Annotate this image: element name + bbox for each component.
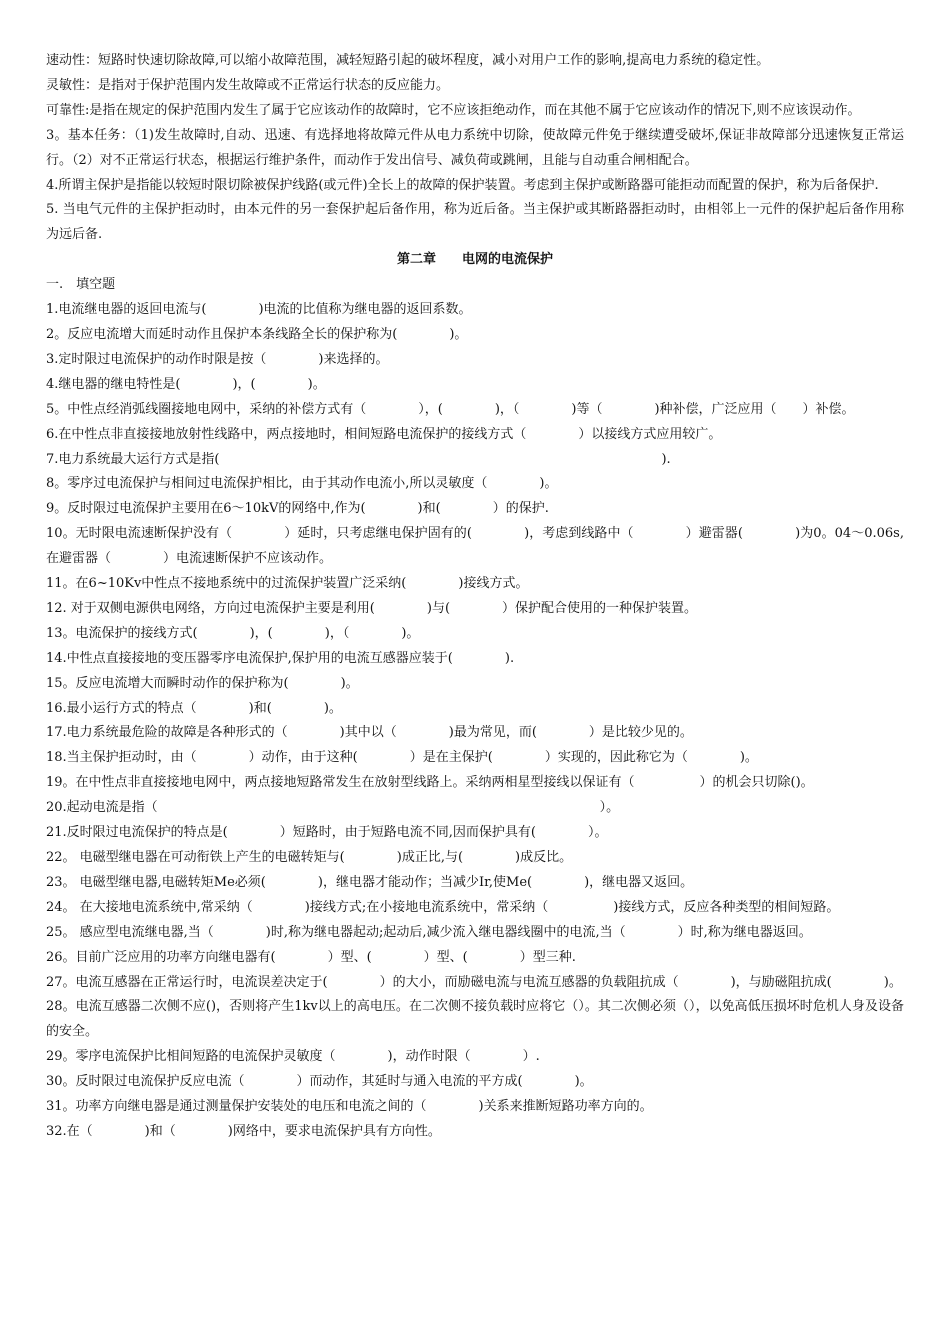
question-item: 16.最小运行方式的特点（ )和( )。 <box>46 700 342 716</box>
question-item: 11。在6~10Kv中性点不接地系统中的过流保护装置广泛采纳( )接线方式。 <box>46 576 529 592</box>
question-item: 22。 电磁型继电器在可动衔铁上产生的电磁转矩与( )成正比,与( )成反比。 <box>46 850 573 865</box>
question-item: 28。电流互感器二次侧不应()，否则将产生1kv以上的高电压。在二次侧不接负载时应将它（）。其二次侧必须（），以免高低压损坏时危机人身及设备的安全。 <box>46 999 904 1040</box>
question-item: 2。反应电流增大而延时动作且保护本条线路全长的保护称为( )。 <box>46 326 468 342</box>
question-item: 25。 感应型电流继电器,当（ )时,称为继电器起动;起动后,减少流入继电器线圈中的电流,当（ ）时,称为继电器返回。 <box>46 924 812 940</box>
question-item: 20.起动电流是指（ ）。 <box>46 800 620 816</box>
question-item: 30。反时限过电流保护反应电流（ ）而动作，其延时与通入电流的平方成( )。 <box>46 1074 593 1090</box>
question-item: 8。零序过电流保护与相间过电流保护相比，由于其动作电流小,所以灵敏度（ )。 <box>46 476 558 492</box>
question-item: 13。电流保护的接线方式( )，( )，（ )。 <box>46 625 420 641</box>
question-item: 6.在中性点非直接接地放射性线路中，两点接地时，相间短路电流保护的接线方式（ ）以接线方式应用较广。 <box>46 426 722 442</box>
intro-paragraph: 速动性：短路时快速切除故障,可以缩小故障范围，减轻短路引起的破坏程度，减小对用户工作的影响,提高电力系统的稳定性。 <box>46 53 770 68</box>
intro-paragraph: 灵敏性：是指对于保护范围内发生故障或不正常运行状态的反应能力。 <box>46 77 450 93</box>
question-item: 29。零序电流保护比相间短路的电流保护灵敏度（ )，动作时限（ ）. <box>46 1049 540 1065</box>
question-item: 4.继电器的继电特性是( )，( )。 <box>46 376 326 392</box>
question-item: 32.在（ )和（ )网络中，要求电流保护具有方向性。 <box>46 1123 441 1139</box>
question-item: 18.当主保护拒动时，由（ ）动作，由于这种( ）是在主保护( ）实现的，因此称它为（ )。 <box>46 750 758 766</box>
question-item: 10。无时限电流速断保护没有（ ）延时，只考虑继电保护固有的( )，考虑到线路中（ ）避雷器( )为0。04～0.06s,在避雷器（ ）电流速断保护不应该动作。 <box>46 526 904 567</box>
intro-paragraph: 3。基本任务：（1)发生故障时,自动、迅速、有选择地将故障元件从电力系统中切除，使故障元件免于继续遭受破坏,保证非故障部分迅速恢复正常运行。（2）对不正常运行状态，根据运行维护条件，而动作于发出信号、减负荷或跳闸，且能与自动重合闸相配合。 <box>46 127 904 168</box>
intro-paragraph: 可靠性:是指在规定的保护范围内发生了属于它应该动作的故障时，它不应该拒绝动作，而在其他不属于它应该动作的情况下,则不应该误动作。 <box>46 102 861 118</box>
chapter-title: 第二章 电网的电流保护 <box>396 252 553 268</box>
question-item: 12. 对于双侧电源供电网络，方向过电流保护主要是利用( )与( ）保护配合使用的一种保护装置。 <box>46 600 698 616</box>
section-title: 一. 填空题 <box>46 277 116 293</box>
question-item: 9。反时限过电流保护主要用在6～10kV的网络中,作为( )和( ）的保护. <box>46 501 549 517</box>
intro-paragraph: 5. 当电气元件的主保护拒动时，由本元件的另一套保护起后备作用，称为近后备。当主保护或其断路器拒动时，由相邻上一元件的保护起后备作用称为远后备. <box>46 202 904 243</box>
question-item: 17.电力系统最危险的故障是各种形式的（ )其中以（ )最为常见，而( ）是比较少见的。 <box>46 725 693 741</box>
question-item: 27。电流互感器在正常运行时，电流误差决定于( ）的大小，而励磁电流与电流互感器的负载阻抗成（ )，与励磁阻抗成( )。 <box>46 974 902 990</box>
question-item: 7.电力系统最大运行方式是指( ). <box>46 451 671 467</box>
intro-paragraph: 4.所谓主保护是指能以较短时限切除被保护线路(或元件)全长上的故障的保护装置。考虑到主保护或断路器可能拒动而配置的保护，称为后备保护. <box>46 177 879 193</box>
question-item: 31。功率方向继电器是通过测量保护安装处的电压和电流之间的（ )关系来推断短路功率方向的。 <box>46 1099 653 1115</box>
question-item: 15。反应电流增大而瞬时动作的保护称为( )。 <box>46 675 359 691</box>
intro-section <box>46 49 904 248</box>
question-item: 26。目前广泛应用的功率方向继电器有( ）型、( ）型、( ）型三种. <box>46 949 576 965</box>
question-item: 21.反时限过电流保护的特点是( ）短路时，由于短路电流不同,因而保护具有( ）。 <box>46 825 608 841</box>
question-item: 23。 电磁型继电器,电磁转矩Me必须( )，继电器才能动作；当减少Ir,使Me( )，继电器又返回。 <box>46 874 694 890</box>
question-item: 24。 在大接地电流系统中,常采纳（ )接线方式;在小接地电流系统中，常采纳（ )接线方式，反应各种类型的相间短路。 <box>46 899 840 915</box>
question-list <box>46 298 904 1145</box>
question-item: 1.电流继电器的返回电流与( )电流的比值称为继电器的返回系数。 <box>46 302 472 318</box>
question-item: 3.定时限过电流保护的动作时限是按（ )来选择的。 <box>46 351 389 367</box>
question-item: 5。中性点经消弧线圈接地电网中，采纳的补偿方式有（ ），( )，（ )等（ )种补偿，广泛应用（ ）补偿。 <box>46 401 855 417</box>
question-item: 14.中性点直接接地的变压器零序电流保护,保护用的电流互感器应装于( ). <box>46 650 515 666</box>
question-item: 19。在中性点非直接接地电网中，两点接地短路常发生在放射型线路上。采纳两相星型接线以保证有（ ）的机会只切除()。 <box>46 775 814 791</box>
